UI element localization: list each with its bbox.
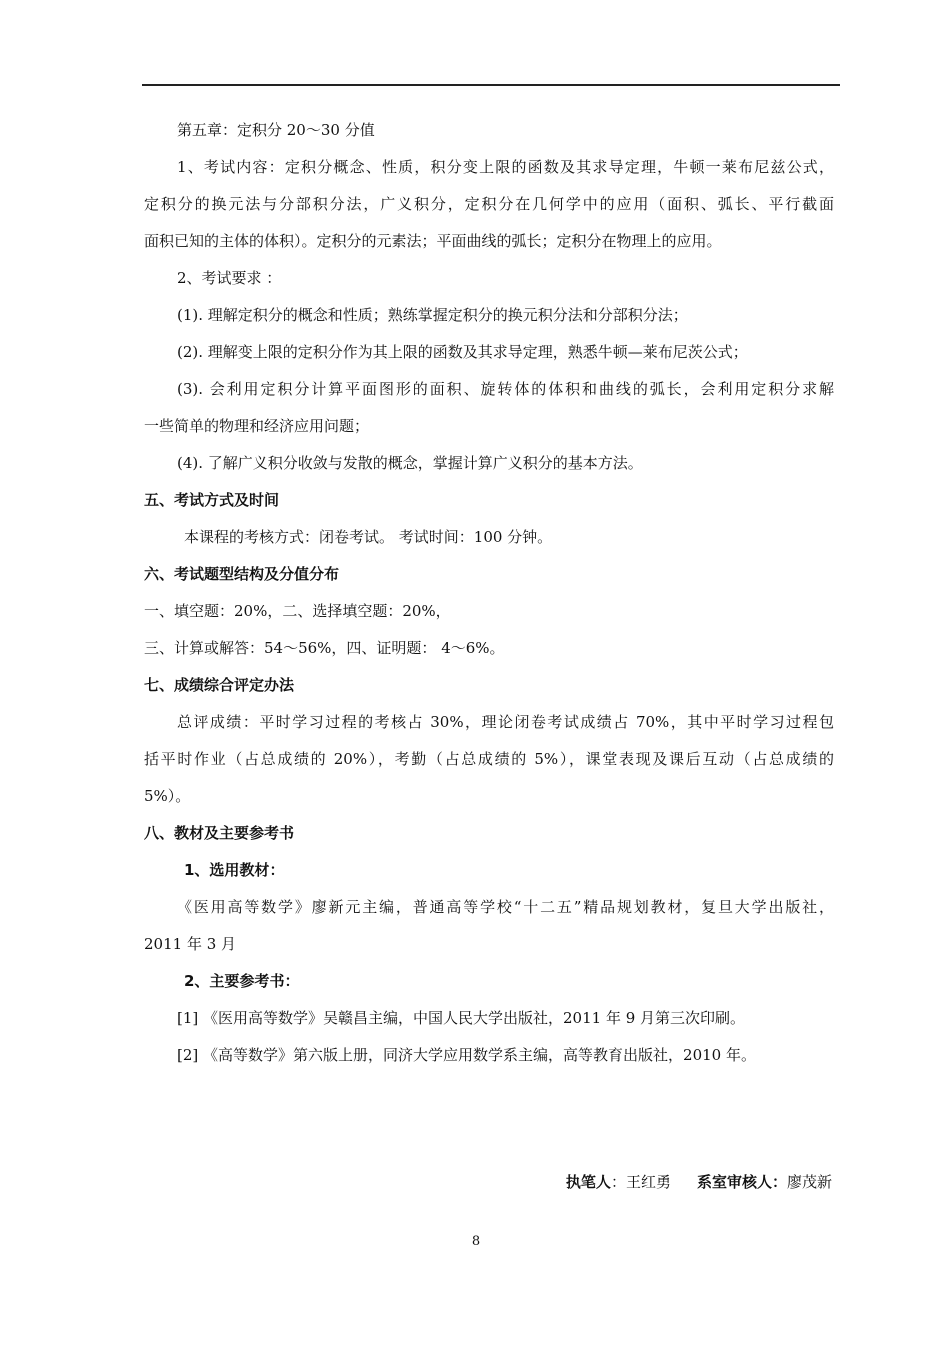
exam-content-line: 1、考试内容：定积分概念、性质，积分变上限的函数及其求导定理，牛顿一莱布尼兹公式， bbox=[177, 158, 834, 176]
textbook-line: 《医用高等数学》廖新元主编，普通高等学校“十二五”精品规划教材，复旦大学出版社， bbox=[177, 898, 834, 916]
requirement-item: (4). 了解广义积分收敛与发散的概念，掌握计算广义积分的基本方法。 bbox=[177, 454, 643, 472]
exam-method-text: 本课程的考核方式：闭卷考试。 考试时间：100 分钟。 bbox=[184, 528, 553, 546]
exam-requirements-heading: 2、考试要求 ： bbox=[177, 269, 282, 287]
reviewer-label: 系室审核人： bbox=[696, 1173, 787, 1191]
references-heading: 2、主要参考书： bbox=[184, 972, 300, 990]
requirement-item: (1). 理解定积分的概念和性质；熟练掌握定积分的换元积分法和分部积分法； bbox=[177, 306, 688, 324]
author-label: 执笔人 bbox=[565, 1173, 611, 1191]
reference-item: [1] 《医用高等数学》吴赣昌主编，中国人民大学出版社，2011 年 9 月第三次印刷。 bbox=[177, 1009, 746, 1027]
requirement-item: (2). 理解变上限的定积分作为其上限的函数及其求导定理，熟悉牛顿—莱布尼茨公式； bbox=[177, 343, 748, 361]
author-name: 王红勇 bbox=[625, 1173, 671, 1191]
reference-item: [2] 《高等数学》第六版上册，同济大学应用数学系主编，高等教育出版社，2010 年。 bbox=[177, 1046, 756, 1064]
grading-line: 括平时作业（占总成绩的 20%），考勤（占总成绩的 5%），课堂表现及课后互动（占总成绩的 bbox=[144, 750, 834, 768]
signature-line bbox=[566, 1170, 832, 1194]
textbook-line: 2011 年 3 月 bbox=[144, 935, 237, 953]
page-number: 8 bbox=[471, 1234, 481, 1249]
chapter-title: 第五章：定积分 20～30 分值 bbox=[177, 121, 375, 139]
document-body bbox=[144, 118, 834, 1080]
exam-content-line: 定积分的换元法与分部积分法，广义积分，定积分在几何学中的应用（面积、弧长、平行截面 bbox=[144, 195, 834, 213]
header-rule bbox=[142, 84, 840, 86]
textbook-heading: 1、选用教材： bbox=[184, 861, 285, 879]
requirement-item: (3). 会利用定积分计算平面图形的面积、旋转体的体积和曲线的弧长，会利用定积分求解 bbox=[177, 380, 834, 398]
grading-line: 总评成绩：平时学习过程的考核占 30%，理论闭卷考试成绩占 70%，其中平时学习过程包 bbox=[177, 713, 834, 731]
author-separator: ： bbox=[610, 1173, 626, 1191]
requirement-item-continued: 一些简单的物理和经济应用问题； bbox=[144, 417, 370, 435]
section-heading: 六、考试题型结构及分值分布 bbox=[144, 565, 340, 583]
question-type-line: 三、计算或解答：54～56%，四、证明题： 4～6%。 bbox=[144, 639, 505, 657]
section-heading: 七、成绩综合评定办法 bbox=[144, 676, 295, 694]
reviewer-name: 廖茂新 bbox=[786, 1173, 832, 1191]
grading-line: 5%）。 bbox=[144, 787, 191, 805]
question-type-line: 一、填空题：20%，二、选择填空题：20%， bbox=[144, 602, 451, 620]
section-heading: 五、考试方式及时间 bbox=[144, 491, 280, 509]
section-heading: 八、教材及主要参考书 bbox=[144, 824, 295, 842]
exam-content-line: 面积已知的主体的体积）。定积分的元素法；平面曲线的弧长；定积分在物理上的应用。 bbox=[144, 232, 722, 250]
